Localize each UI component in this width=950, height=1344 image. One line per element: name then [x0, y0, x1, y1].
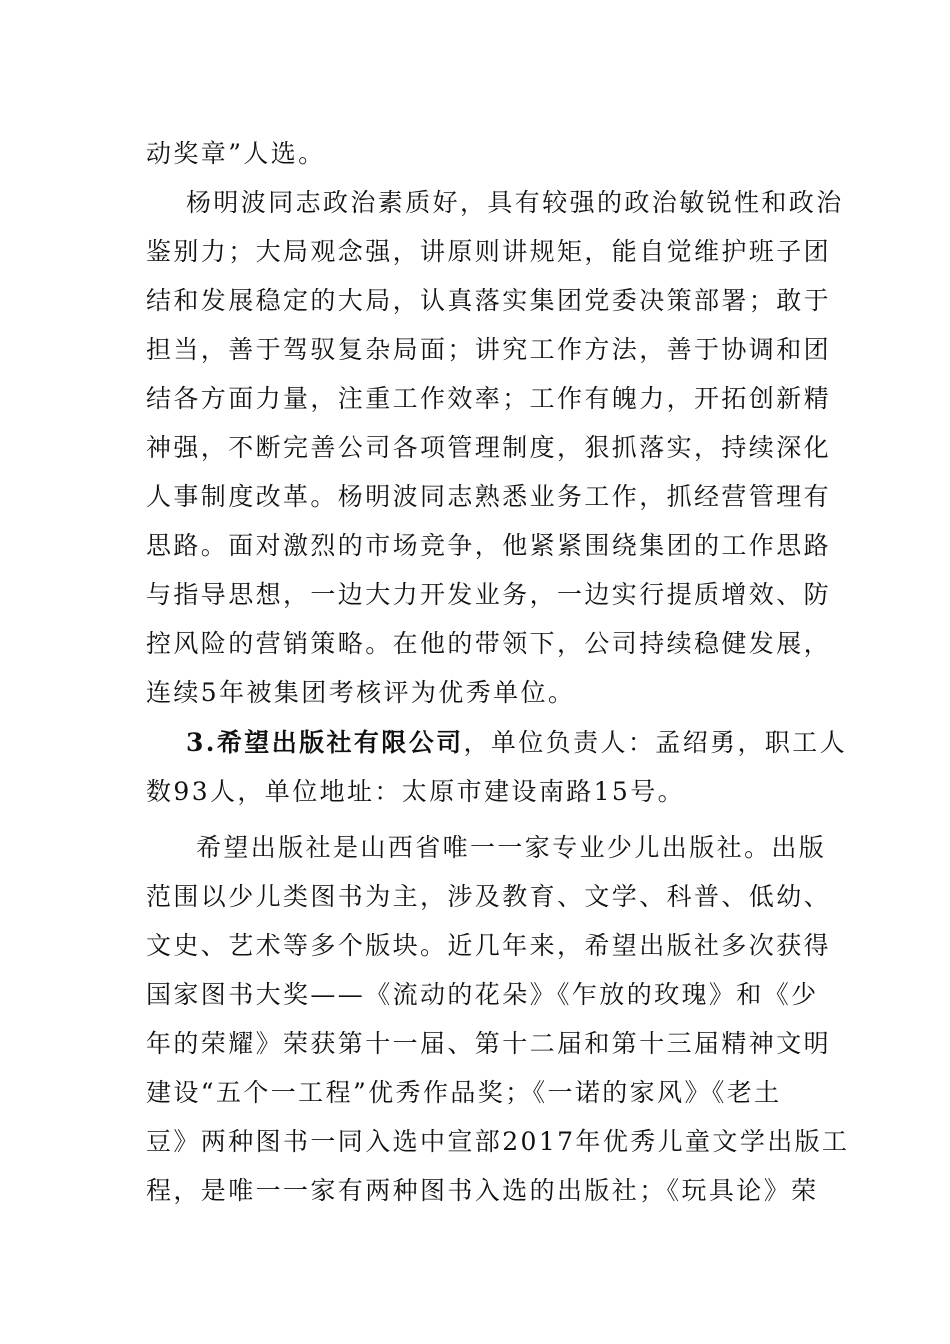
paragraph-line: 结各方面力量，注重工作效率；工作有魄力，开拓创新精 — [146, 384, 832, 413]
paragraph-line: 鉴别力；大局观念强，讲原则讲规矩，能自觉维护班子团 — [146, 237, 832, 266]
paragraph-line: 范围以少儿类图书为主，涉及教育、文学、科普、低幼、 — [146, 882, 832, 911]
paragraph-line: 年的荣耀》荣获第十一届、第十二届和第十三届精神文明 — [146, 1029, 832, 1058]
section-heading-line — [186, 723, 847, 763]
paragraph-line: 动奖章”人选。 — [146, 139, 326, 168]
paragraph-line: 国家图书大奖——《流动的花朵》《乍放的玫瑰》和《少 — [146, 980, 819, 1009]
paragraph-line: 豆》两种图书一同入选中宣部2017年优秀儿童文学出版工 — [146, 1127, 850, 1156]
paragraph-line: 控风险的营销策略。在他的带领下，公司持续稳健发展， — [146, 629, 832, 658]
paragraph-line: 担当，善于驾驭复杂局面；讲究工作方法，善于协调和团 — [146, 335, 832, 364]
paragraph-line: 文史、艺术等多个版块。近几年来，希望出版社多次获得 — [146, 931, 832, 960]
paragraph-line: 神强，不断完善公司各项管理制度，狠抓落实，持续深化 — [146, 433, 832, 462]
paragraph-line: 连续5年被集团考核评为优秀单位。 — [146, 678, 576, 707]
paragraph-line: 建设“五个一工程”优秀作品奖；《一诺的家风》《老土 — [146, 1078, 782, 1107]
paragraph-line: 人事制度改革。杨明波同志熟悉业务工作，抓经营管理有 — [146, 482, 832, 511]
paragraph-line: 与指导思想，一边大力开发业务，一边实行提质增效、防 — [146, 580, 832, 609]
section-heading-details: ，单位负责人：孟绍勇，职工人 — [463, 728, 848, 757]
paragraph-line: 结和发展稳定的大局，认真落实集团党委决策部署；敢于 — [146, 286, 832, 315]
paragraph-line: 数93人，单位地址：太原市建设南路15号。 — [146, 777, 686, 806]
paragraph-line: 思路。面对激烈的市场竞争，他紧紧围绕集团的工作思路 — [146, 531, 832, 560]
section-heading: 3.希望出版社有限公司 — [186, 728, 464, 757]
paragraph-line: 程，是唯一一家有两种图书入选的出版社；《玩具论》荣 — [146, 1176, 819, 1205]
paragraph-line: 希望出版社是山西省唯一一家专业少儿出版社。出版 — [196, 833, 827, 862]
paragraph-line: 杨明波同志政治素质好，具有较强的政治敏锐性和政治 — [186, 188, 844, 217]
